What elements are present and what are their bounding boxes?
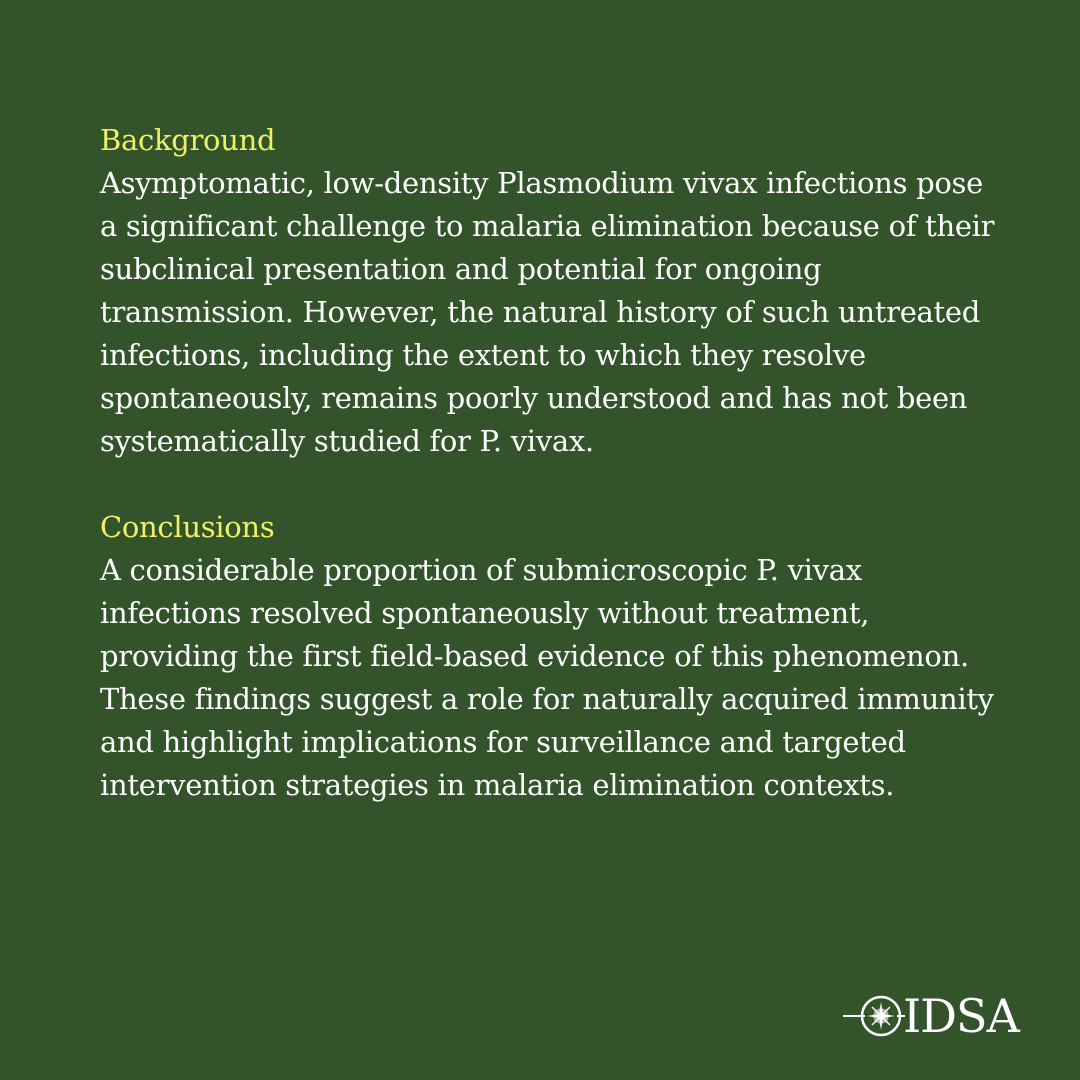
- conclusions-text: A considerable proportion of submicroscopic P. vivax infections resolved spontaneously without treatment, providing the first field-based evidence of this phenomenon. These findings suggest a role for naturally acquired immunity and highlight implications for surveillance and targeted intervention strategies in malaria elimination contexts.: [100, 553, 994, 802]
- section-spacer: [100, 463, 1000, 506]
- background-text: Asymptomatic, low-density Plasmodium vivax infections pose a significant challenge to malaria elimination because of their subclinical presentation and potential for ongoing transmission. However, the natural history of such untreated infections, including the extent to which they resolve spontaneously, remains poorly understood and has not been systematically studied for P. vivax.: [100, 166, 995, 458]
- abstract-content: [100, 119, 1000, 807]
- idsa-logo: [843, 990, 1019, 1042]
- conclusions-heading: Conclusions: [100, 510, 275, 544]
- background-heading: Background: [100, 123, 276, 157]
- logo-wordmark: IDSA: [903, 989, 1019, 1043]
- star-compass-icon: [843, 990, 905, 1042]
